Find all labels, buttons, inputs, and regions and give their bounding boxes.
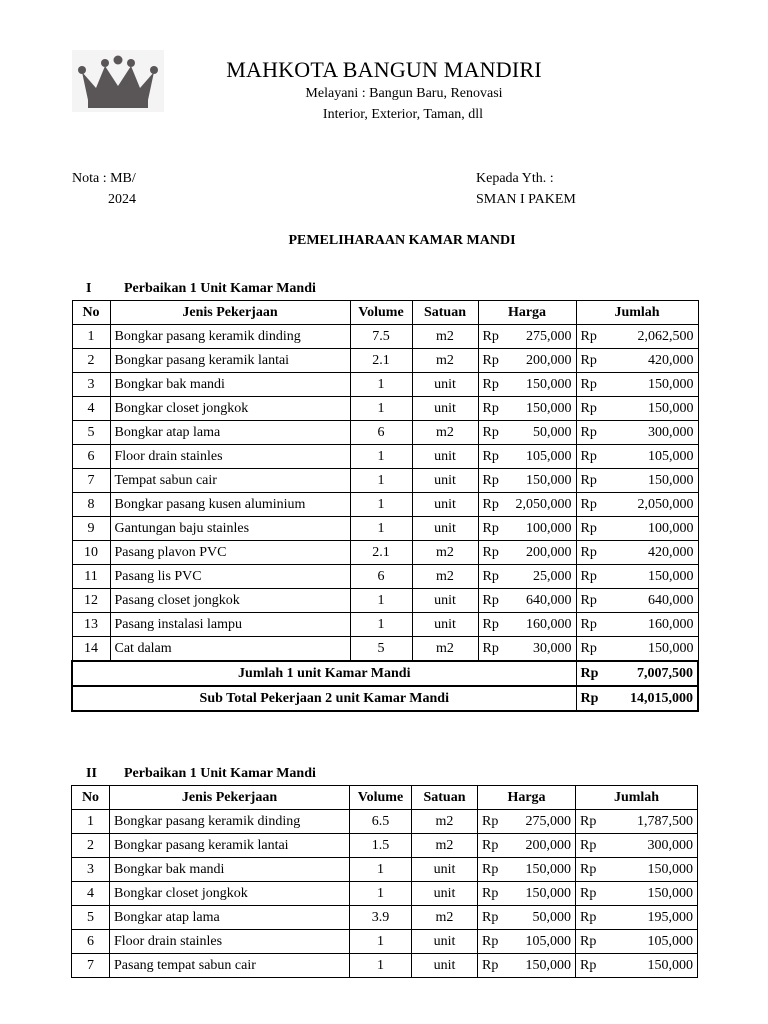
table-row (72, 834, 698, 858)
services-line-2: Interior, Exterior, Taman, dll (322, 107, 484, 122)
row-jumlah-currency: Rp (576, 445, 608, 469)
header-volume: Volume (350, 786, 412, 810)
row-volume: 6 (350, 565, 412, 589)
row-jenis-pekerjaan: Tempat sabun cair (110, 469, 350, 493)
row-satuan: unit (412, 613, 478, 637)
row-jumlah: 300,000 (608, 834, 698, 858)
row-jumlah-currency: Rp (576, 421, 608, 445)
row-satuan: m2 (412, 325, 478, 349)
row-harga-currency: Rp (478, 469, 510, 493)
row-harga-currency: Rp (478, 637, 510, 662)
row-volume: 1 (350, 469, 412, 493)
row-jumlah: 150,000 (608, 637, 698, 662)
row-jenis-pekerjaan: Bongkar closet jongkok (110, 397, 350, 421)
row-jumlah-currency: Rp (576, 541, 608, 565)
row-harga-currency: Rp (478, 954, 510, 978)
row-harga: 150,000 (510, 954, 576, 978)
row-volume: 1 (350, 445, 412, 469)
row-harga-currency: Rp (478, 493, 510, 517)
row-jumlah: 150,000 (608, 373, 698, 397)
row-satuan: m2 (412, 349, 478, 373)
total-value: 7,007,500 (608, 661, 698, 686)
total-label: Sub Total Pekerjaan 2 unit Kamar Mandi (72, 686, 576, 711)
row-jumlah-currency: Rp (576, 834, 608, 858)
row-jenis-pekerjaan: Bongkar atap lama (110, 421, 350, 445)
row-jenis-pekerjaan: Floor drain stainles (110, 930, 350, 954)
row-no: 13 (72, 613, 110, 637)
services-line-1: Melayani : Bangun Baru, Renovasi (305, 86, 503, 101)
row-jumlah-currency: Rp (576, 373, 608, 397)
row-volume: 1 (350, 613, 412, 637)
company-name: MAHKOTA BANGUN MANDIRI (226, 57, 542, 82)
table-row (72, 445, 698, 469)
row-harga: 150,000 (510, 469, 576, 493)
header-jumlah: Jumlah (576, 786, 698, 810)
row-satuan: unit (412, 445, 478, 469)
row-jumlah-currency: Rp (576, 930, 608, 954)
nota-block (72, 168, 136, 210)
row-satuan: m2 (412, 421, 478, 445)
row-satuan: unit (412, 493, 478, 517)
row-jumlah-currency: Rp (576, 397, 608, 421)
row-jenis-pekerjaan: Pasang instalasi lampu (110, 613, 350, 637)
row-jumlah: 150,000 (608, 469, 698, 493)
row-harga-currency: Rp (478, 541, 510, 565)
total-row (72, 686, 698, 711)
section-heading (72, 766, 316, 782)
row-harga: 2,050,000 (510, 493, 576, 517)
table-row (72, 882, 698, 906)
row-volume: 1 (350, 373, 412, 397)
row-no: 6 (72, 445, 110, 469)
row-jumlah: 420,000 (608, 349, 698, 373)
row-no: 4 (72, 397, 110, 421)
row-jumlah: 150,000 (608, 882, 698, 906)
table-row (72, 373, 698, 397)
row-harga-currency: Rp (478, 613, 510, 637)
row-harga: 150,000 (510, 858, 576, 882)
row-jumlah: 2,050,000 (608, 493, 698, 517)
table-row (72, 589, 698, 613)
row-jumlah-currency: Rp (576, 565, 608, 589)
header-satuan: Satuan (412, 786, 478, 810)
row-no: 9 (72, 517, 110, 541)
row-satuan: unit (412, 954, 478, 978)
row-jumlah-currency: Rp (576, 349, 608, 373)
row-jenis-pekerjaan: Bongkar atap lama (110, 906, 350, 930)
row-jumlah-currency: Rp (576, 637, 608, 662)
row-jenis-pekerjaan: Bongkar bak mandi (110, 858, 350, 882)
row-jumlah: 160,000 (608, 613, 698, 637)
row-harga: 150,000 (510, 397, 576, 421)
row-jumlah-currency: Rp (576, 325, 608, 349)
row-jenis-pekerjaan: Pasang closet jongkok (110, 589, 350, 613)
row-satuan: m2 (412, 834, 478, 858)
row-satuan: unit (412, 517, 478, 541)
recipient-block (476, 168, 576, 210)
row-jenis-pekerjaan: Bongkar pasang keramik lantai (110, 834, 350, 858)
recipient-label: Kepada Yth. : (476, 171, 554, 186)
row-no: 1 (72, 325, 110, 349)
row-harga: 150,000 (510, 373, 576, 397)
table-row (72, 517, 698, 541)
row-harga-currency: Rp (478, 421, 510, 445)
header-no: No (72, 301, 110, 325)
row-harga: 275,000 (510, 325, 576, 349)
row-volume: 1 (350, 397, 412, 421)
row-volume: 1 (350, 589, 412, 613)
row-jumlah-currency: Rp (576, 493, 608, 517)
row-jumlah: 150,000 (608, 858, 698, 882)
row-satuan: m2 (412, 810, 478, 834)
total-currency: Rp (576, 661, 608, 686)
header-harga: Harga (478, 301, 576, 325)
row-volume: 6 (350, 421, 412, 445)
row-jenis-pekerjaan: Bongkar pasang keramik dinding (110, 810, 350, 834)
row-harga: 160,000 (510, 613, 576, 637)
row-volume: 2.1 (350, 541, 412, 565)
row-volume: 1 (350, 930, 412, 954)
row-harga-currency: Rp (478, 930, 510, 954)
row-no: 2 (72, 834, 110, 858)
row-volume: 1 (350, 882, 412, 906)
row-satuan: m2 (412, 565, 478, 589)
table-row (72, 325, 698, 349)
row-volume: 5 (350, 637, 412, 662)
row-harga: 200,000 (510, 349, 576, 373)
row-harga-currency: Rp (478, 397, 510, 421)
row-harga: 25,000 (510, 565, 576, 589)
row-no: 3 (72, 858, 110, 882)
row-jenis-pekerjaan: Cat dalam (110, 637, 350, 662)
table-row (72, 541, 698, 565)
header-harga: Harga (478, 786, 576, 810)
row-volume: 6.5 (350, 810, 412, 834)
row-harga: 50,000 (510, 421, 576, 445)
row-jumlah-currency: Rp (576, 858, 608, 882)
section-number: II (86, 766, 97, 781)
row-no: 11 (72, 565, 110, 589)
row-satuan: m2 (412, 906, 478, 930)
row-harga-currency: Rp (478, 810, 510, 834)
row-no: 7 (72, 469, 110, 493)
section-title: Perbaikan 1 Unit Kamar Mandi (124, 766, 316, 781)
row-no: 2 (72, 349, 110, 373)
row-jumlah-currency: Rp (576, 906, 608, 930)
row-no: 12 (72, 589, 110, 613)
header-volume: Volume (350, 301, 412, 325)
row-jenis-pekerjaan: Bongkar bak mandi (110, 373, 350, 397)
row-no: 14 (72, 637, 110, 662)
row-jumlah: 150,000 (608, 954, 698, 978)
header-jenis-pekerjaan: Jenis Pekerjaan (110, 786, 350, 810)
row-volume: 1 (350, 858, 412, 882)
items-table (71, 300, 699, 712)
row-harga-currency: Rp (478, 858, 510, 882)
header-jumlah: Jumlah (576, 301, 698, 325)
row-no: 6 (72, 930, 110, 954)
section-heading (72, 281, 316, 297)
row-jumlah-currency: Rp (576, 954, 608, 978)
row-jumlah: 640,000 (608, 589, 698, 613)
row-jenis-pekerjaan: Bongkar pasang keramik dinding (110, 325, 350, 349)
row-harga: 200,000 (510, 834, 576, 858)
row-jumlah: 100,000 (608, 517, 698, 541)
row-volume: 1 (350, 954, 412, 978)
row-no: 1 (72, 810, 110, 834)
row-harga: 640,000 (510, 589, 576, 613)
row-harga: 105,000 (510, 445, 576, 469)
nota-year: 2024 (108, 192, 136, 207)
row-harga-currency: Rp (478, 906, 510, 930)
recipient-name: SMAN I PAKEM (476, 192, 576, 207)
row-jenis-pekerjaan: Gantungan baju stainles (110, 517, 350, 541)
total-value: 14,015,000 (608, 686, 698, 711)
row-jenis-pekerjaan: Pasang tempat sabun cair (110, 954, 350, 978)
table-row (72, 954, 698, 978)
header-satuan: Satuan (412, 301, 478, 325)
row-harga-currency: Rp (478, 517, 510, 541)
row-jenis-pekerjaan: Floor drain stainles (110, 445, 350, 469)
table-row (72, 421, 698, 445)
table-row (72, 493, 698, 517)
row-satuan: m2 (412, 541, 478, 565)
row-jumlah-currency: Rp (576, 589, 608, 613)
row-jumlah: 105,000 (608, 930, 698, 954)
row-harga: 100,000 (510, 517, 576, 541)
row-jumlah-currency: Rp (576, 613, 608, 637)
row-harga-currency: Rp (478, 565, 510, 589)
nota-label: Nota : MB/ (72, 171, 136, 186)
table-row (72, 637, 698, 662)
row-harga: 30,000 (510, 637, 576, 662)
row-harga-currency: Rp (478, 445, 510, 469)
table-row (72, 349, 698, 373)
table-row (72, 858, 698, 882)
row-no: 5 (72, 906, 110, 930)
table-row (72, 613, 698, 637)
row-harga: 275,000 (510, 810, 576, 834)
items-table (71, 785, 698, 978)
row-jumlah: 420,000 (608, 541, 698, 565)
row-satuan: unit (412, 469, 478, 493)
row-satuan: unit (412, 882, 478, 906)
table-header-row (72, 301, 698, 325)
row-no: 3 (72, 373, 110, 397)
row-harga-currency: Rp (478, 349, 510, 373)
row-jumlah-currency: Rp (576, 469, 608, 493)
row-volume: 3.9 (350, 906, 412, 930)
total-currency: Rp (576, 686, 608, 711)
row-jumlah-currency: Rp (576, 882, 608, 906)
header-jenis-pekerjaan: Jenis Pekerjaan (110, 301, 350, 325)
row-jumlah-currency: Rp (576, 810, 608, 834)
row-harga-currency: Rp (478, 325, 510, 349)
table-row (72, 906, 698, 930)
row-jenis-pekerjaan: Pasang plavon PVC (110, 541, 350, 565)
total-label: Jumlah 1 unit Kamar Mandi (72, 661, 576, 686)
row-jumlah: 150,000 (608, 397, 698, 421)
row-satuan: unit (412, 397, 478, 421)
section-number: I (86, 281, 92, 296)
table-row (72, 469, 698, 493)
table-row (72, 565, 698, 589)
table-row (72, 930, 698, 954)
row-volume: 1 (350, 493, 412, 517)
row-satuan: unit (412, 930, 478, 954)
row-jumlah: 150,000 (608, 565, 698, 589)
row-no: 4 (72, 882, 110, 906)
row-volume: 2.1 (350, 349, 412, 373)
total-row (72, 661, 698, 686)
row-volume: 7.5 (350, 325, 412, 349)
row-harga-currency: Rp (478, 882, 510, 906)
row-jenis-pekerjaan: Bongkar pasang keramik lantai (110, 349, 350, 373)
row-harga: 50,000 (510, 906, 576, 930)
row-harga: 105,000 (510, 930, 576, 954)
row-no: 8 (72, 493, 110, 517)
row-volume: 1 (350, 517, 412, 541)
row-no: 10 (72, 541, 110, 565)
row-no: 5 (72, 421, 110, 445)
row-satuan: unit (412, 589, 478, 613)
row-jumlah: 2,062,500 (608, 325, 698, 349)
table-header-row (72, 786, 698, 810)
row-jumlah: 300,000 (608, 421, 698, 445)
row-harga: 200,000 (510, 541, 576, 565)
row-jumlah-currency: Rp (576, 517, 608, 541)
row-harga-currency: Rp (478, 834, 510, 858)
row-satuan: m2 (412, 637, 478, 662)
section-title: Perbaikan 1 Unit Kamar Mandi (124, 281, 316, 296)
row-harga: 150,000 (510, 882, 576, 906)
row-no: 7 (72, 954, 110, 978)
row-satuan: unit (412, 858, 478, 882)
table-row (72, 810, 698, 834)
row-jenis-pekerjaan: Bongkar pasang kusen aluminium (110, 493, 350, 517)
document-title: PEMELIHARAAN KAMAR MANDI (288, 233, 516, 248)
row-jumlah: 1,787,500 (608, 810, 698, 834)
row-jumlah: 195,000 (608, 906, 698, 930)
row-harga-currency: Rp (478, 589, 510, 613)
table-row (72, 397, 698, 421)
row-jumlah: 105,000 (608, 445, 698, 469)
header-no: No (72, 786, 110, 810)
row-jenis-pekerjaan: Bongkar closet jongkok (110, 882, 350, 906)
row-harga-currency: Rp (478, 373, 510, 397)
row-jenis-pekerjaan: Pasang lis PVC (110, 565, 350, 589)
row-volume: 1.5 (350, 834, 412, 858)
row-satuan: unit (412, 373, 478, 397)
